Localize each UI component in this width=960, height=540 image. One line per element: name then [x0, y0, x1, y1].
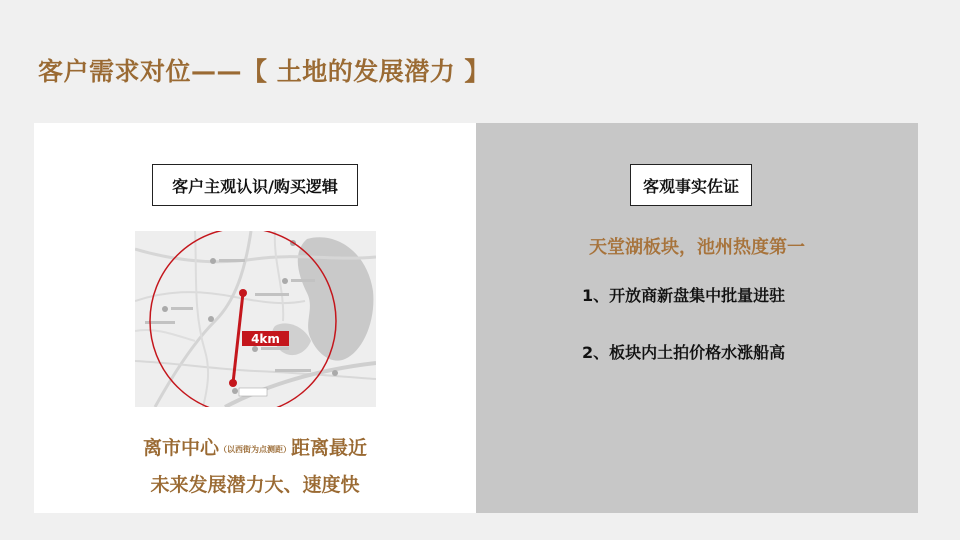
- location-map: [135, 231, 376, 407]
- potential-statement: 未来发展潜力大、速度快: [150, 474, 360, 496]
- poi-dot: [162, 306, 168, 312]
- objective-facts-label: 客观事实佐证: [630, 164, 752, 206]
- road: [135, 330, 195, 341]
- poi-dot: [252, 346, 258, 352]
- map-text: [255, 293, 289, 296]
- road: [195, 231, 208, 407]
- poi-dot: [232, 388, 238, 394]
- distance-label: 4km: [242, 331, 289, 346]
- center-marker: [239, 289, 247, 297]
- site-marker: [229, 379, 237, 387]
- distance-statement: [34, 433, 476, 460]
- distance-statement-note: （以西街为点测距）: [219, 445, 291, 454]
- poi-dot: [332, 370, 338, 376]
- map-text: [261, 347, 289, 350]
- fact-item: 1、开放商新盘集中批量进驻: [582, 286, 786, 305]
- subjective-logic-label: 客户主观认识/购买逻辑: [152, 164, 358, 206]
- distance-statement-part1: 离市中心: [142, 437, 219, 459]
- road: [275, 231, 283, 321]
- map-text: [171, 307, 193, 310]
- distance-statement-part2: 距离最近: [291, 437, 368, 459]
- left-panel: [34, 123, 476, 513]
- map-text: [219, 259, 245, 262]
- map-text: [291, 279, 315, 282]
- poi-dot: [210, 258, 216, 264]
- right-panel: [476, 123, 918, 513]
- page-title: 客户需求对位——【 土地的发展潜力 】: [38, 57, 490, 86]
- right-heading: 天堂湖板块，池州热度第一: [589, 237, 805, 258]
- site-tag: [239, 388, 267, 396]
- fact-item: 2、板块内土拍价格水涨船高: [582, 343, 786, 362]
- map-text: [275, 369, 311, 372]
- poi-dot: [208, 316, 214, 322]
- map-graphic: [135, 231, 376, 407]
- poi-dot: [282, 278, 288, 284]
